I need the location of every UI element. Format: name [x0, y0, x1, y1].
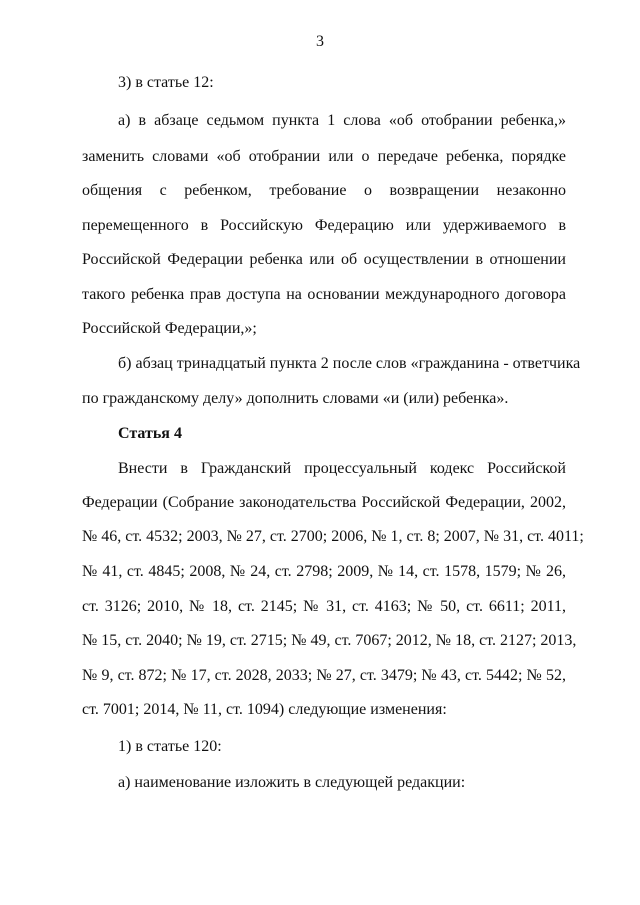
paragraph-line: № 9, ст. 872; № 17, ст. 2028, 2033; № 27, ст. 3479; № 43, ст. 5442; № 52,: [82, 667, 566, 684]
list-item-a: а) наименование изложить в следующей редакции:: [118, 774, 466, 791]
paragraph-line: Федерации (Собрание законодательства Российской Федерации, 2002,: [82, 494, 566, 511]
paragraph-line: по гражданскому делу» дополнить словами «и (или) ребенка».: [82, 390, 509, 407]
paragraph-line: заменить словами «об отобрании или о передаче ребенка, порядке: [82, 148, 566, 165]
paragraph-line: ст. 3126; 2010, № 18, ст. 2145; № 31, ст. 4163; № 50, ст. 6611; 2011,: [82, 598, 566, 615]
list-item-3: 3) в статье 12:: [118, 74, 214, 91]
page-number: 3: [316, 33, 324, 50]
paragraph-line: Российской Федерации ребенка или об осуществлении в отношении: [82, 251, 566, 268]
paragraph-line: ст. 7001; 2014, № 11, ст. 1094) следующие изменения:: [82, 701, 447, 718]
list-item-1: 1) в статье 120:: [118, 738, 222, 755]
paragraph-line: б) абзац тринадцатый пункта 2 после слов «гражданина - ответчика: [118, 355, 581, 372]
paragraph-line: № 46, ст. 4532; 2003, № 27, ст. 2700; 2006, № 1, ст. 8; 2007, № 31, ст. 4011;: [82, 528, 584, 545]
paragraph-line: а) в абзаце седьмом пункта 1 слова «об отобрании ребенка,»: [118, 112, 566, 129]
paragraph-line: Российской Федерации,»;: [82, 320, 257, 337]
article-heading: Статья 4: [118, 425, 182, 442]
paragraph-line: перемещенного в Российскую Федерацию или удерживаемого в: [82, 217, 566, 234]
paragraph-line: № 41, ст. 4845; 2008, № 24, ст. 2798; 2009, № 14, ст. 1578, 1579; № 26,: [82, 563, 566, 580]
paragraph-line: № 15, ст. 2040; № 19, ст. 2715; № 49, ст. 7067; 2012, № 18, ст. 2127; 2013,: [82, 632, 577, 649]
paragraph-line: такого ребенка прав доступа на основании международного договора: [82, 286, 566, 303]
paragraph-line: общения с ребенком, требование о возвращении незаконно: [82, 182, 566, 199]
paragraph-line: Внести в Гражданский процессуальный кодекс Российской: [118, 460, 566, 477]
